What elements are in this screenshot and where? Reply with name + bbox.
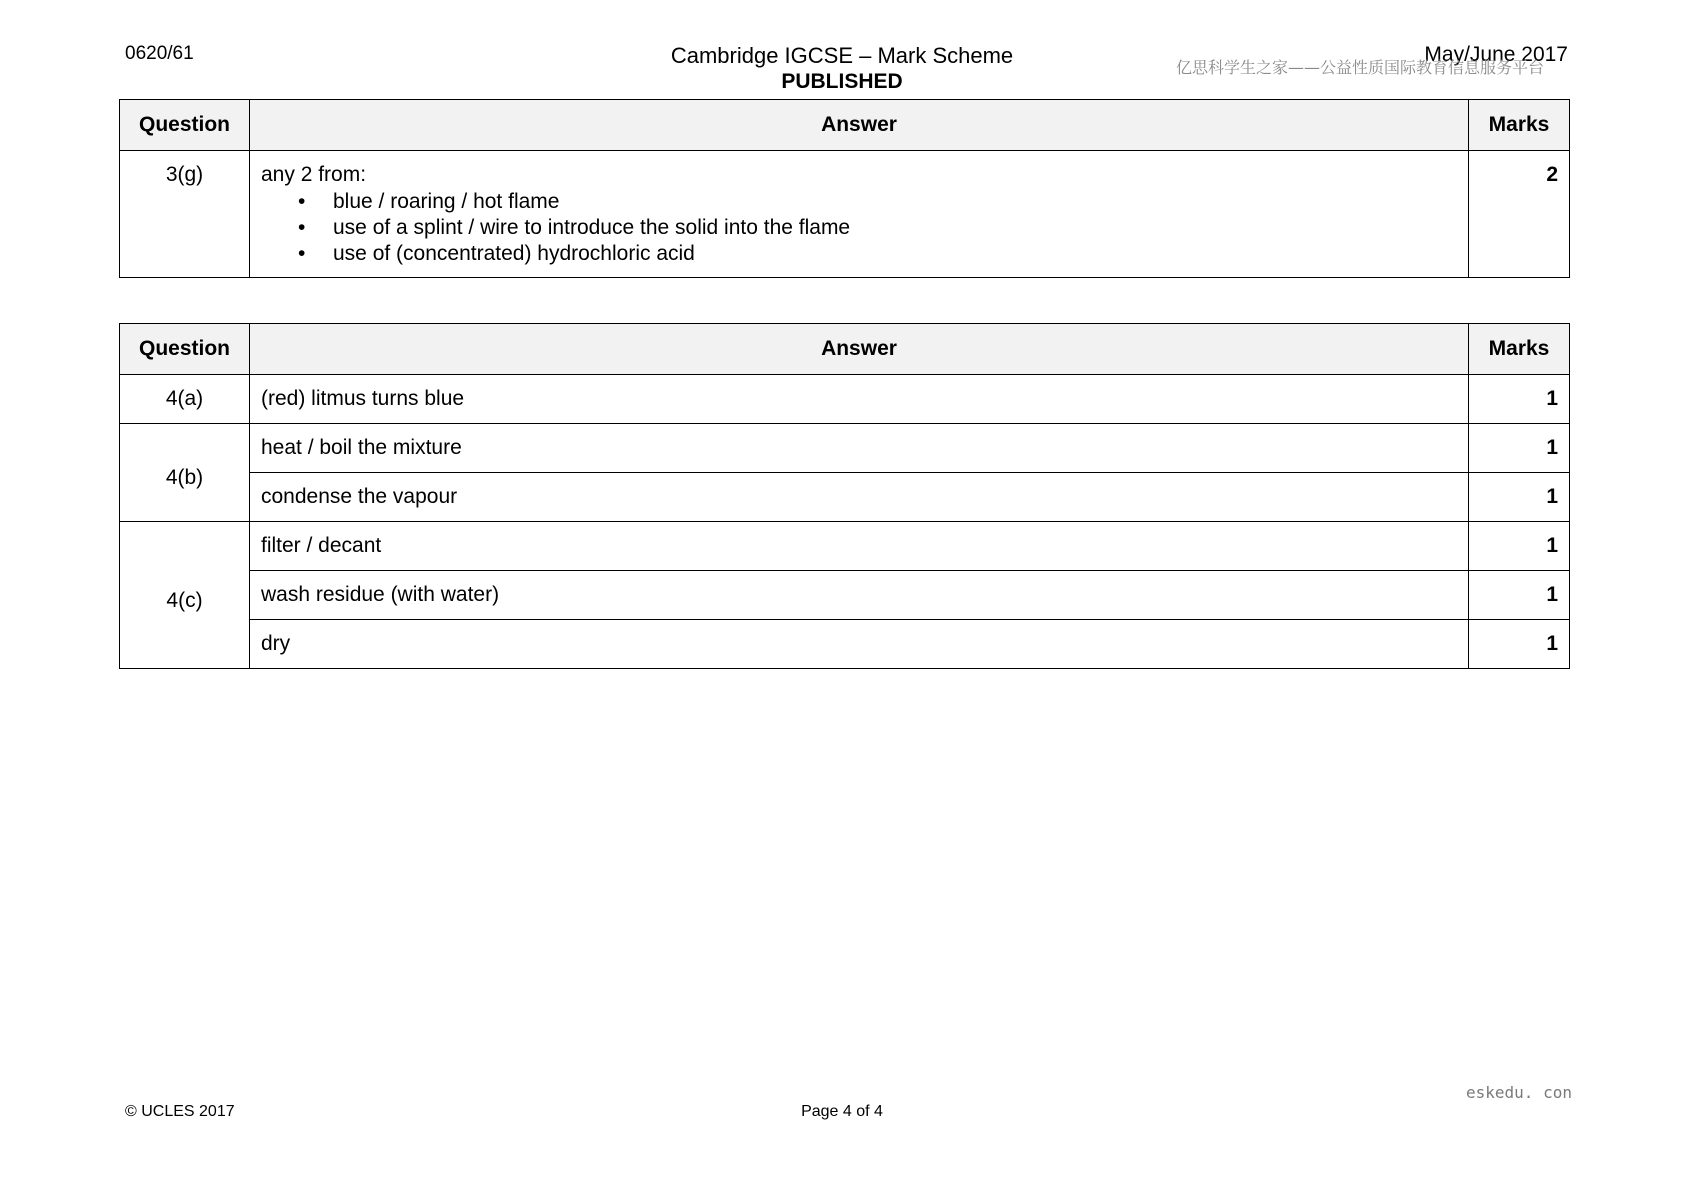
answer-lead: any 2 from: (261, 163, 367, 186)
bullet-text: blue / roaring / hot flame (333, 190, 560, 213)
marks-value: 1 (1469, 571, 1570, 620)
table-header-row (120, 324, 1570, 375)
column-header-question: Question (120, 100, 250, 151)
answer-cell: dry (250, 620, 1469, 669)
bullet-text: use of a splint / wire to introduce the solid into the flame (333, 216, 851, 239)
watermark-text: 亿思科学生之家——公益性质国际教育信息服务平台 (1176, 58, 1545, 77)
column-header-answer: Answer (250, 100, 1469, 151)
bullet-icon: • (298, 242, 306, 265)
table-row (120, 375, 1570, 424)
document-title: Cambridge IGCSE – Mark Scheme (670, 43, 1014, 68)
marks-value: 1 (1469, 473, 1570, 522)
marks-value: 1 (1469, 375, 1570, 424)
bullet-text: use of (concentrated) hydrochloric acid (333, 242, 695, 265)
answer-cell: condense the vapour (250, 473, 1469, 522)
mark-scheme-table-4 (119, 323, 1570, 669)
marks-value: 2 (1469, 151, 1570, 278)
table-row (120, 424, 1570, 473)
answer-cell: wash residue (with water) (250, 571, 1469, 620)
footer-watermark: eskedu. con (1466, 1083, 1572, 1102)
question-number: 4(b) (120, 424, 250, 522)
page-number: Page 4 of 4 (801, 1103, 883, 1120)
answer-cell (250, 151, 1469, 278)
column-header-marks: Marks (1469, 324, 1570, 375)
exam-session: May/June 2017 (1424, 43, 1568, 66)
table-row (120, 473, 1570, 522)
table-row (120, 522, 1570, 571)
copyright-notice: © UCLES 2017 (125, 1103, 235, 1120)
column-header-answer: Answer (250, 324, 1469, 375)
marks-value: 1 (1469, 424, 1570, 473)
answer-cell: filter / decant (250, 522, 1469, 571)
table-row (120, 151, 1570, 278)
list-item (261, 189, 1467, 215)
list-item (261, 241, 1467, 267)
bullet-icon: • (298, 216, 306, 239)
marks-value: 1 (1469, 522, 1570, 571)
answer-bullet-list (261, 189, 1467, 267)
mark-scheme-table-3g (119, 99, 1570, 278)
table-row (120, 571, 1570, 620)
column-header-question: Question (120, 324, 250, 375)
question-number: 3(g) (120, 151, 250, 278)
table-row (120, 620, 1570, 669)
table-header-row (120, 100, 1570, 151)
answer-cell: heat / boil the mixture (250, 424, 1469, 473)
question-number: 4(c) (120, 522, 250, 669)
answer-cell: (red) litmus turns blue (250, 375, 1469, 424)
marks-value: 1 (1469, 620, 1570, 669)
status-label: PUBLISHED (781, 70, 903, 93)
column-header-marks: Marks (1469, 100, 1570, 151)
list-item (261, 215, 1467, 241)
bullet-icon: • (298, 190, 306, 213)
question-number: 4(a) (120, 375, 250, 424)
paper-code: 0620/61 (125, 43, 194, 64)
